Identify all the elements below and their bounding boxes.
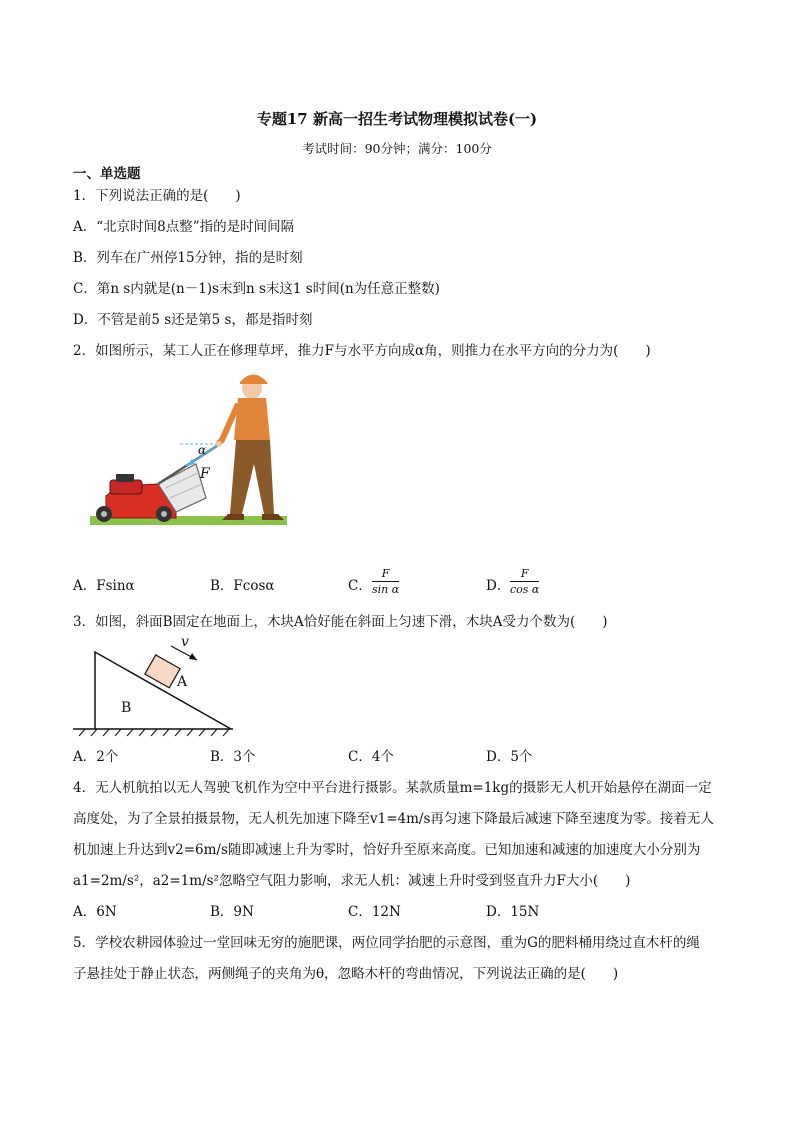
q4-option-b: B．9N xyxy=(210,904,254,920)
q1-option-b: B．列车在广州停15分钟，指的是时刻 xyxy=(73,250,303,266)
fraction-denominator: cos α xyxy=(510,583,540,596)
block-a-label: A xyxy=(177,674,188,690)
q2-option-c-label: C． xyxy=(348,578,372,594)
q1-option-c: C．第n s内就是(n－1)s末到n s末这1 s时间(n为任意正整数) xyxy=(73,281,440,297)
q4-line-1: 4．无人机航拍以无人驾驶飞机作为空中平台进行摄影。某款质量m=1kg的摄影无人机开始悬停在湖面一定 xyxy=(73,780,712,796)
q4-line-4: a1=2m/s²，a2=1m/s²忽略空气阻力影响，求无人机：减速上升时受到竖直升力F大小( ) xyxy=(73,873,631,889)
fraction-numerator: F xyxy=(381,567,390,580)
q5-line-2: 子悬挂处于静止状态，两侧绳子的夹角为θ，忽略木杆的弯曲情况，下列说法正确的是( ) xyxy=(73,966,619,982)
q4-option-a: A．6N xyxy=(73,904,117,920)
q2-option-c-fraction xyxy=(372,567,399,596)
force-f-label: F xyxy=(200,466,210,482)
q4-option-d: D．15N xyxy=(486,904,540,920)
q3-option-c: C．4个 xyxy=(348,749,394,765)
fraction-numerator: F xyxy=(520,567,529,580)
fraction-denominator: sin α xyxy=(372,583,400,596)
lawn-mower-figure xyxy=(88,368,293,530)
q2-option-b: B．Fcosα xyxy=(210,578,275,594)
q3-option-b: B．3个 xyxy=(210,749,256,765)
exam-info: 考试时间：90分钟；满分：100分 xyxy=(302,141,492,156)
velocity-label: v xyxy=(181,634,189,650)
q5-line-1: 5．学校农耕园体验过一堂回味无穷的施肥课，两位同学抬肥的示意图，重为G的肥料桶用绕过直木杆的绳 xyxy=(73,935,700,951)
q3-option-d: D．5个 xyxy=(486,749,533,765)
q1-option-d: D．不管是前5 s还是第5 s，都是指时刻 xyxy=(73,312,313,328)
q4-option-c: C．12N xyxy=(348,904,401,920)
page-title: 专题17 新高一招生考试物理模拟试卷(一) xyxy=(256,110,538,128)
angle-alpha-label: α xyxy=(198,443,207,457)
section-heading: 一、单选题 xyxy=(73,166,141,182)
q3-stem: 3．如图，斜面B固定在地面上，木块A恰好能在斜面上匀速下滑，木块A受力个数为( ) xyxy=(73,614,608,630)
q2-option-d-fraction xyxy=(510,567,539,596)
q1-option-a: A．“北京时间8点整”指的是时间间隔 xyxy=(73,219,295,235)
q4-line-3: 机加速上升达到v2=6m/s随即减速上升为零时，恰好升至原来高度。已知加速和减速的加速度大小分别为 xyxy=(73,842,701,858)
q2-option-d-label: D． xyxy=(486,578,511,594)
q2-stem: 2．如图所示，某工人正在修理草坪，推力F与水平方向成α角，则推力在水平方向的分力为( ) xyxy=(73,343,651,359)
q3-option-a: A．2个 xyxy=(73,749,119,765)
incline-figure xyxy=(73,632,238,738)
incline-b-label: B xyxy=(121,700,132,716)
q1-stem: 1．下列说法正确的是( ) xyxy=(73,188,241,204)
q2-option-a: A．Fsinα xyxy=(73,578,135,594)
q4-line-2: 高度处，为了全景拍摄景物，无人机先加速下降至v1=4m/s再匀速下降最后减速下降至速度为零。接着无人 xyxy=(73,811,714,827)
